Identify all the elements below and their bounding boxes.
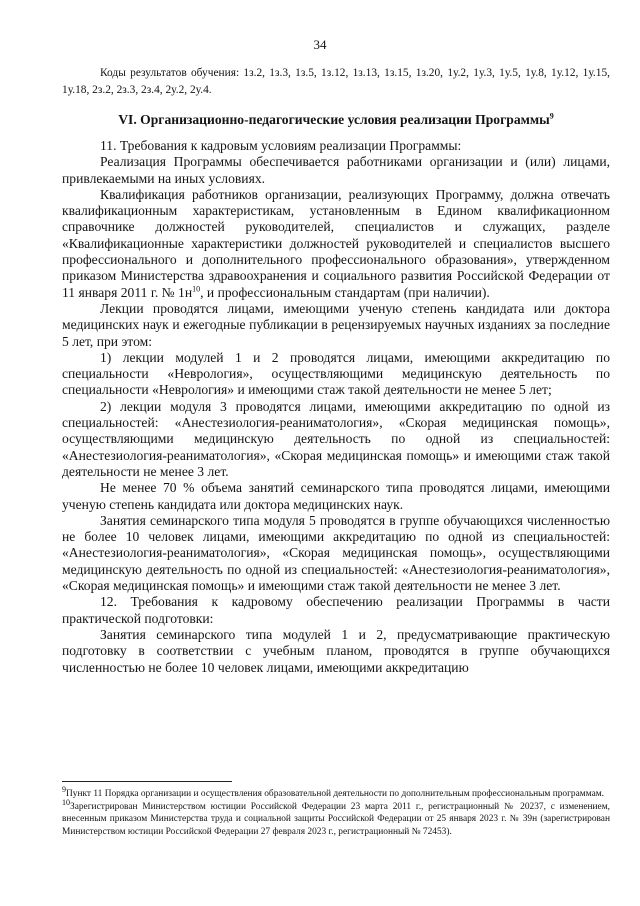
qualification-text-end: , и профессиональным стандартам (при наличии). xyxy=(200,284,490,300)
qualification-text: Квалификация работников организации, реализующих Программу, должна отвечать квалификационным характеристикам, установленным в Едином квалификационном справочнике должностей руководителей, специалистов и служащих, разделе «Квалификационные характеристики должностей руководителей и специалистов высшего профессионального и дополнительного профессионального образования», утвержденном приказом Министерства здравоохранения и социального развития Российской Федерации от 11 января 2011 г. № 1н xyxy=(62,186,610,300)
paragraph-seminar-module-5: Занятия семинарского типа модуля 5 проводятся в группе обучающихся численностью не более 10 человек лицами, имеющими аккредитацию по одной из специальностей: «Анестезиология-реаниматология», «Скорая медицинская помощь», осуществляющими медицинскую деятельность по одной из специальностей: «Анестезиология-реаниматология», «Скорая медицинская помощь» и имеющими стаж такой деятельности не менее 3 лет. xyxy=(62,512,610,594)
footnote-10 xyxy=(62,798,610,838)
footnote-mark: 10 xyxy=(62,798,70,808)
footnote-text: Пункт 11 Порядка организации и осуществления образовательной деятельности по дополнительным профессиональным программам. xyxy=(66,789,605,799)
paragraph-item-1: 1) лекции модулей 1 и 2 проводятся лицами, имеющими аккредитацию по специальности «Неврология», осуществляющими медицинскую деятельность по специальности «Неврология» и имеющими стаж такой деятельности не менее 5 лет; xyxy=(62,349,610,398)
page-number: 34 xyxy=(313,37,327,52)
paragraph-seminar-modules-1-2: Занятия семинарского типа модулей 1 и 2, предусматривающие практическую подготовку в соответствии с учебным планом, проводятся в группе обучающихся численностью не более 10 человек лицами, имеющими аккредитацию xyxy=(62,626,610,675)
footnote-ref-9: 9 xyxy=(549,111,554,121)
footnote-divider xyxy=(62,781,232,782)
paragraph-12-title: 12. Требования к кадровому обеспечению реализации Программы в части практической подготовки: xyxy=(62,594,610,626)
footnote-ref-10: 10 xyxy=(192,284,201,294)
learning-result-codes: Коды результатов обучения: 1з.2, 1з.3, 1з.5, 1з.12, 1з.13, 1з.15, 1з.20, 1у.2, 1у.3, 1у.5, 1у.8, 1у.12, 1у.15, 1у.18, 2з.2, 2з.3, 2з.4, 2у.2, 2у.4. xyxy=(62,67,610,96)
section-heading xyxy=(62,112,610,128)
footnote-text: Зарегистрирован Министерством юстиции Российской Федерации 23 марта 2011 г., регистрационный № 20237, с изменением, внесенным приказом Министерства труда и социальной защиты Российской Федерации от 25 января 2023 г. № 39н (зарегистрирован Министерством юстиции Российской Федерации 27 февраля 2023 г., регистрационный № 72453). xyxy=(62,802,610,837)
footnote-9 xyxy=(62,784,610,800)
paragraph-qualification xyxy=(62,187,610,301)
body-text xyxy=(62,138,610,676)
section-heading-text: VI. Организационно-педагогические условия реализации Программы xyxy=(118,112,550,127)
paragraph-lectures: Лекции проводятся лицами, имеющими ученую степень кандидата или доктора медицинских наук и ежегодные публикации в рецензируемых научных изданиях за последние 5 лет, при этом: xyxy=(62,300,610,349)
paragraph-implementation: Реализация Программы обеспечивается работниками организации и (или) лицами, привлекаемыми на иных условиях. xyxy=(62,154,610,186)
paragraph-seminar-share: Не менее 70 % объема занятий семинарского типа проводятся лицами, имеющими ученую степень кандидата или доктора медицинских наук. xyxy=(62,480,610,512)
footnotes xyxy=(62,784,610,839)
paragraph-item-2: 2) лекции модуля 3 проводятся лицами, имеющими аккредитацию по одной из специальностей: «Анестезиология-реаниматология», «Скорая медицинская помощь», осуществляющими медицинскую деятельность по одной из специальностей: «Анестезиология-реаниматология», «Скорая медицинская помощь» и имеющими стаж такой деятельности не менее 3 лет. xyxy=(62,398,610,479)
footnote-mark: 9 xyxy=(62,784,66,794)
paragraph-11-title: 11. Требования к кадровым условиям реализации Программы: xyxy=(100,138,462,153)
